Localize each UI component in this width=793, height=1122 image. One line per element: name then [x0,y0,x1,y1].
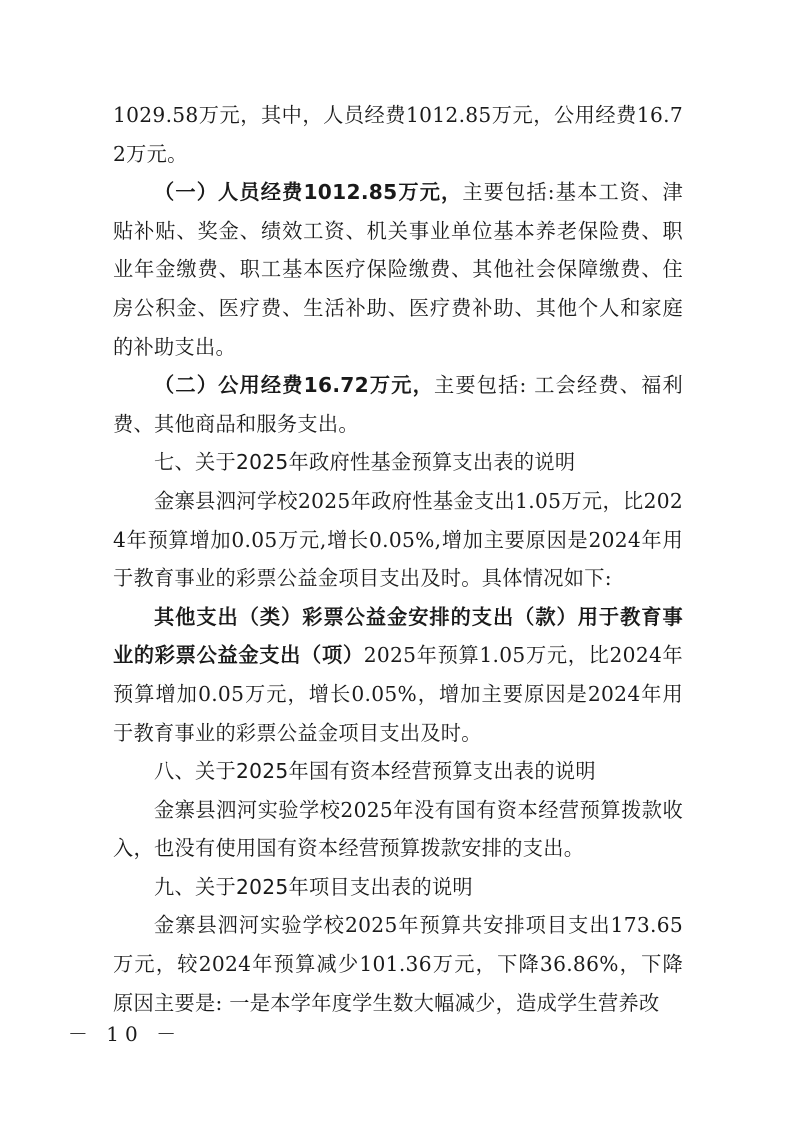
section-heading-8: 八、关于2025年国有资本经营预算支出表的说明 [154,759,596,784]
personnel-expenses-text: 主要包括:基本工资、津贴补贴、奖金、绩效工资、机关事业单位基本养老保险费、职业年金缴费、职工基本医疗保险缴费、其他社会保障缴费、住房公积金、医疗费、生活补助、医疗费补助、其他个人和家庭的补助支出。 [113,180,683,359]
section-heading-7: 七、关于2025年政府性基金预算支出表的说明 [154,450,576,475]
document-body [113,96,683,1022]
public-expenses-heading: （二）公用经费16.72万元， [154,373,435,398]
page-number: － 10 － [67,1022,183,1046]
paragraph-lottery-fund [113,598,683,752]
public-expenses-text: 主要包括: 工会经费、福利费、其他商品和服务支出。 [113,373,684,436]
lottery-fund-heading: 其他支出（类）彩票公益金安排的支出（款）用于教育事业的彩票公益金支出（项） [113,604,683,668]
paragraph-budget-total: 1029.58万元，其中，人员经费1012.85万元，公用经费16.72万元。 [113,103,683,166]
section-heading-9: 九、关于2025年项目支出表的说明 [154,874,473,899]
paragraph-state-capital: 金寨县泗河实验学校2025年没有国有资本经营预算拨款收入，也没有使用国有资本经营预算拨款安排的支出。 [113,797,683,861]
paragraph-public-expenses [113,366,683,443]
personnel-expenses-heading: （一）人员经费1012.85万元， [154,180,463,205]
lottery-fund-text: 2025年预算1.05万元，比2024年预算增加0.05万元，增长0.05%，增加主要原因是2024年用于教育事业的彩票公益金项目支出及时。 [113,643,683,745]
paragraph-government-fund: 金寨县泗河学校2025年政府性基金支出1.05万元，比2024年预算增加0.05万元,增长0.05%,增加主要原因是2024年用于教育事业的彩票公益金项目支出及时。具体情况如下: [113,488,683,591]
paragraph-project-expenses: 金寨县泗河实验学校2025年预算共安排项目支出173.65万元，较2024年预算减少101.36万元，下降36.86%，下降原因主要是: 一是本学年度学生数大幅减少，造成学生营养改 [113,913,683,1015]
paragraph-personnel-expenses [113,173,683,366]
